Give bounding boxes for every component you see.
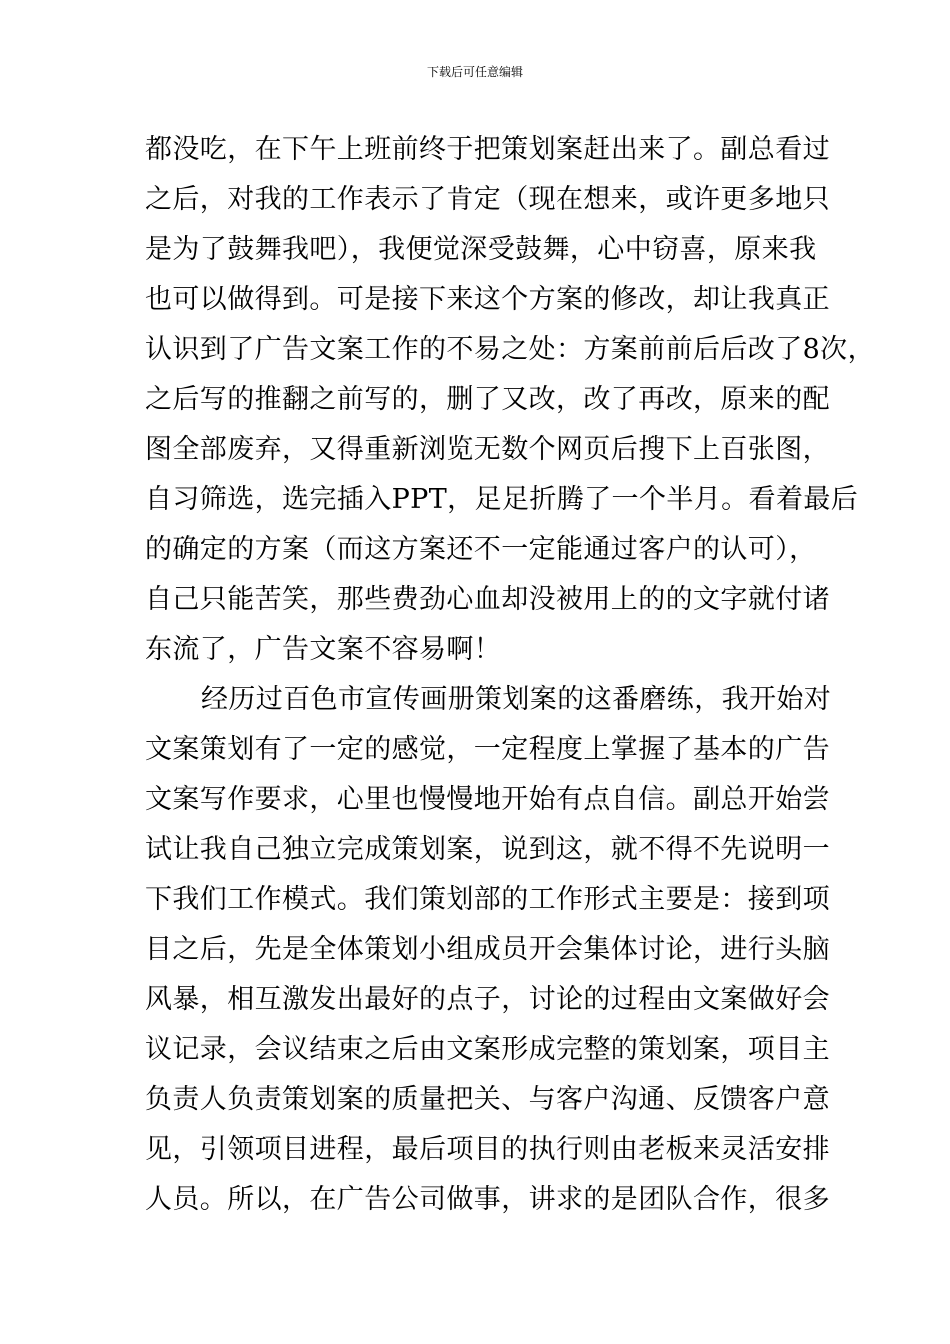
text-line: 见，引领项目进程，最后项目的执行则由老板来灵活安排: [145, 1134, 830, 1165]
paragraph-2: [145, 675, 832, 1225]
text-line: 经历过百色市宣传画册策划案的这番磨练，我开始对: [201, 684, 832, 715]
page-header: 下载后可任意编辑: [426, 65, 523, 79]
text-line: 人员。所以，在广告公司做事，讲求的是团队合作，很多: [145, 1184, 830, 1215]
text-line: 之后，对我的工作表示了肯定（现在想来，或许更多地只: [145, 184, 830, 215]
text-line: 是为了鼓舞我吧），我便觉深受鼓舞，心中窃喜，原来我: [145, 234, 817, 265]
text-line: 议记录，会议结束之后由文案形成完整的策划案，项目主: [145, 1034, 830, 1065]
text-line: 文案策划有了一定的感觉，一定程度上掌握了基本的广告: [145, 734, 830, 765]
text-line: 也可以做得到。可是接下来这个方案的修改，却让我真正: [145, 284, 830, 315]
text-line: 都没吃，在下午上班前终于把策划案赶出来了。副总看过: [145, 134, 830, 165]
text-line: 图全部废弃，又得重新浏览无数个网页后搜下上百张图，: [145, 434, 830, 465]
text-line: 文案写作要求，心里也慢慢地开始有点自信。副总开始尝: [145, 784, 830, 815]
text-line: 认识到了广告文案工作的不易之处：方案前前后后改了8次，: [145, 334, 875, 365]
text-line: 下我们工作模式。我们策划部的工作形式主要是：接到项: [145, 884, 830, 915]
text-line: 目之后，先是全体策划小组成员开会集体讨论，进行头脑: [145, 934, 830, 965]
text-line: 负责人负责策划案的质量把关、与客户沟通、反馈客户意: [145, 1084, 830, 1115]
text-line: 风暴，相互激发出最好的点子，讨论的过程由文案做好会: [145, 984, 830, 1015]
text-line: 试让我自己独立完成策划案，说到这，就不得不先说明一: [145, 834, 830, 865]
text-line: 自习筛选，选完插入PPT，足足折腾了一个半月。看着最后: [145, 484, 859, 515]
text-line: 自己只能苦笑，那些费劲心血却没被用上的的文字就付诸: [145, 584, 830, 615]
text-line: 之后写的推翻之前写的，删了又改，改了再改，原来的配: [145, 384, 830, 415]
paragraph-1: [145, 125, 875, 675]
body-text: [145, 125, 875, 1225]
text-line: 东流了，广告文案不容易啊！: [145, 634, 502, 665]
text-line: 的确定的方案（而这方案还不一定能通过客户的认可），: [145, 534, 817, 565]
